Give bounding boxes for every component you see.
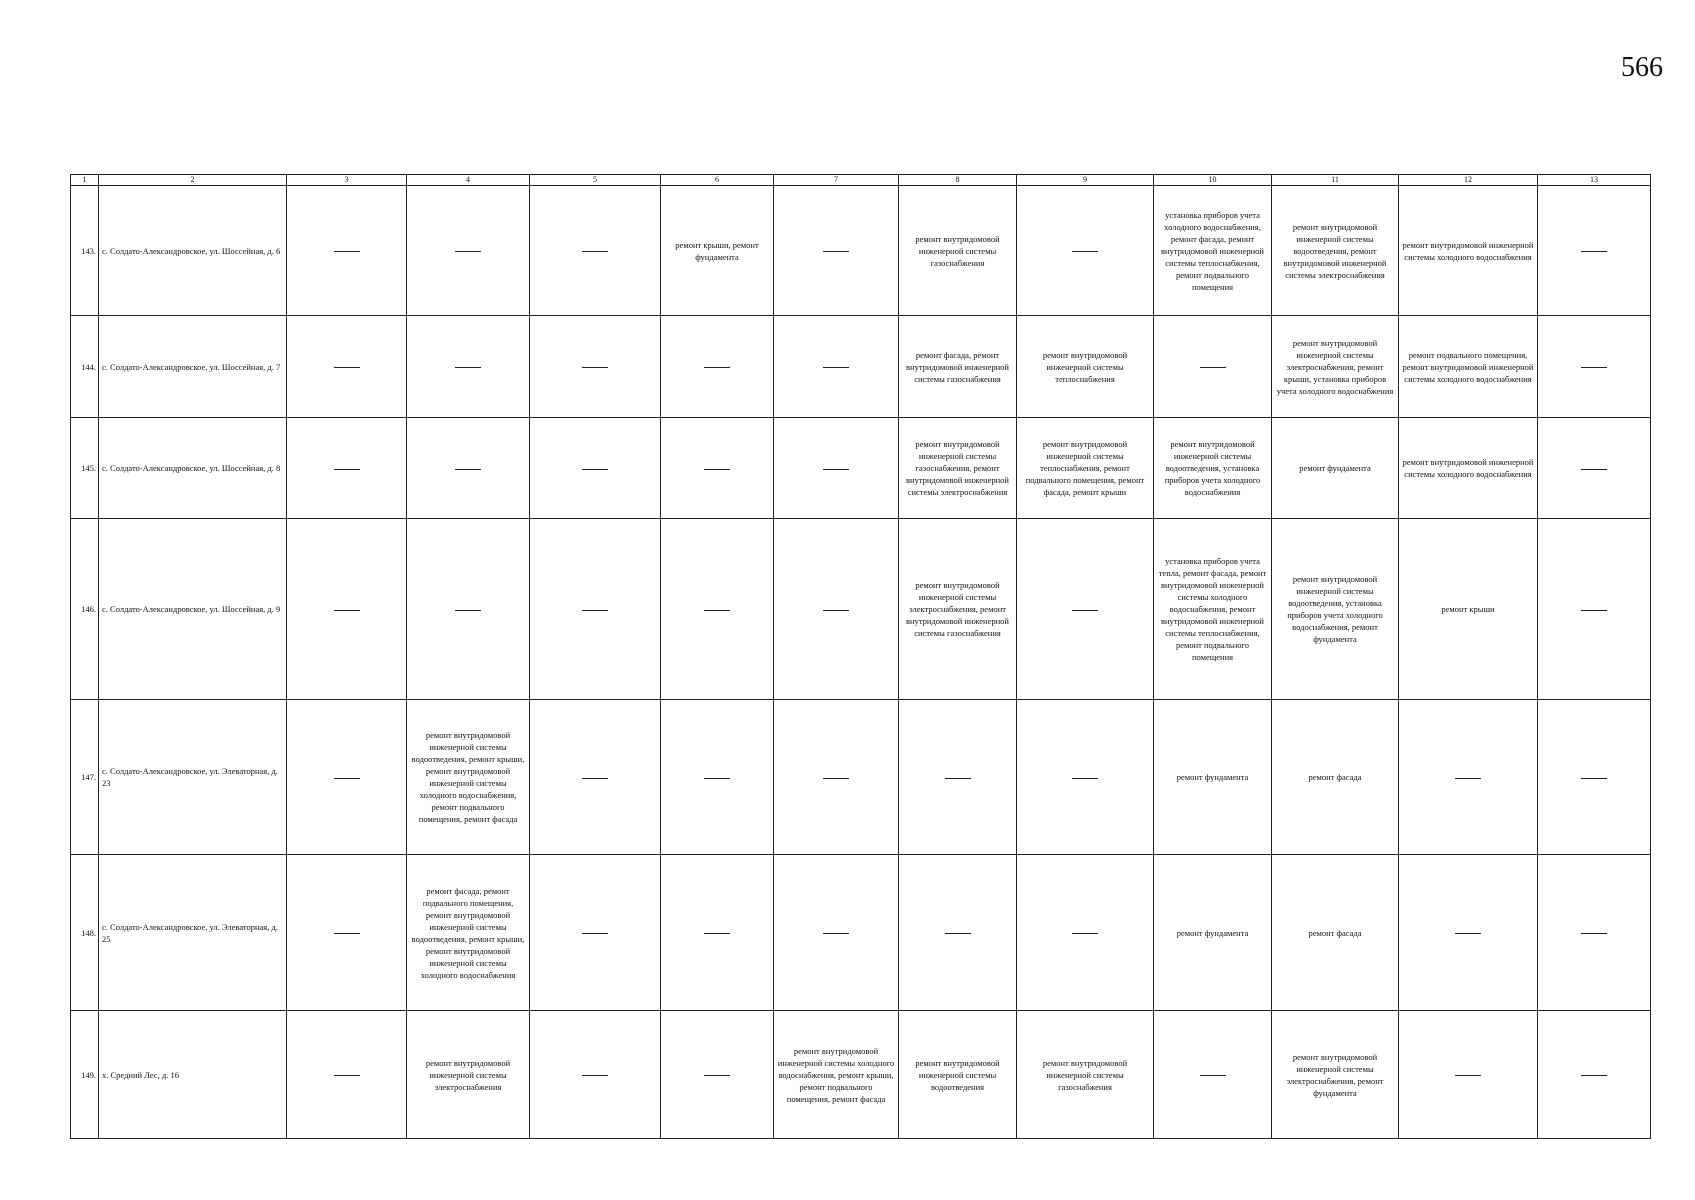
empty-cell — [1154, 1011, 1272, 1139]
work-cell: ремонт подвального помещения, ремонт внутридомовой инженерной системы холодного водоснабжения — [1399, 316, 1538, 418]
table-row — [71, 700, 1651, 855]
table-row — [71, 418, 1651, 519]
dash-mark — [334, 778, 360, 779]
empty-cell — [1538, 700, 1651, 855]
work-cell: ремонт фасада — [1272, 700, 1399, 855]
work-cell: ремонт фундамента — [1154, 700, 1272, 855]
work-cell: установка приборов учета холодного водоснабжения, ремонт фасада, ремонт внутридомовой инженерной системы теплоснабжения, ремонт подвального помещения — [1154, 186, 1272, 316]
empty-cell — [1399, 855, 1538, 1011]
empty-cell — [1538, 186, 1651, 316]
dash-mark — [704, 367, 730, 368]
column-header: 2 — [99, 175, 287, 186]
header-row — [71, 175, 1651, 186]
empty-cell — [774, 316, 899, 418]
empty-cell — [530, 700, 661, 855]
dash-mark — [1581, 933, 1607, 934]
dash-mark — [455, 469, 481, 470]
dash-mark — [704, 469, 730, 470]
empty-cell — [1017, 186, 1154, 316]
empty-cell — [530, 855, 661, 1011]
row-number: 144. — [71, 316, 99, 418]
work-cell: ремонт внутридомовой инженерной системы газоснабжения — [899, 186, 1017, 316]
dash-mark — [1455, 933, 1481, 934]
dash-mark — [1200, 367, 1226, 368]
empty-cell — [407, 316, 530, 418]
work-cell: ремонт внутридомовой инженерной системы газоснабжения, ремонт внутридомовой инженерной системы электроснабжения — [899, 418, 1017, 519]
address-cell: с. Солдато-Александровское, ул. Элеваторная, д. 23 — [99, 700, 287, 855]
address-cell: с. Солдато-Александровское, ул. Шоссейная, д. 8 — [99, 418, 287, 519]
empty-cell — [899, 855, 1017, 1011]
empty-cell — [661, 519, 774, 700]
empty-cell — [774, 855, 899, 1011]
address-cell: с. Солдато-Александровское, ул. Шоссейная, д. 7 — [99, 316, 287, 418]
dash-mark — [1581, 1075, 1607, 1076]
empty-cell — [661, 855, 774, 1011]
dash-mark — [455, 367, 481, 368]
empty-cell — [1538, 316, 1651, 418]
dash-mark — [1072, 251, 1098, 252]
work-cell: ремонт внутридомовой инженерной системы водоотведения, установка приборов учета холодного водоснабжения, ремонт фундамента — [1272, 519, 1399, 700]
table-row — [71, 519, 1651, 700]
work-cell: установка приборов учета тепла, ремонт фасада, ремонт внутридомовой инженерной системы холодного водоснабжения, ремонт внутридомовой инженерной системы теплоснабжения, ремонт подвального помещения — [1154, 519, 1272, 700]
dash-mark — [334, 469, 360, 470]
dash-mark — [1581, 778, 1607, 779]
empty-cell — [1017, 519, 1154, 700]
empty-cell — [1017, 855, 1154, 1011]
column-header: 5 — [530, 175, 661, 186]
dash-mark — [1455, 1075, 1481, 1076]
address-cell: с. Солдато-Александровское, ул. Элеваторная, д. 25 — [99, 855, 287, 1011]
work-cell: ремонт внутридомовой инженерной системы электроснабжения, ремонт фундамента — [1272, 1011, 1399, 1139]
dash-mark — [1455, 778, 1481, 779]
dash-mark — [1072, 610, 1098, 611]
work-cell: ремонт внутридомовой инженерной системы холодного водоснабжения — [1399, 186, 1538, 316]
work-cell: ремонт внутридомовой инженерной системы холодного водоснабжения — [1399, 418, 1538, 519]
work-cell: ремонт фундамента — [1272, 418, 1399, 519]
dash-mark — [823, 367, 849, 368]
dash-mark — [1072, 933, 1098, 934]
empty-cell — [1538, 519, 1651, 700]
column-header: 12 — [1399, 175, 1538, 186]
work-cell: ремонт внутридомовой инженерной системы теплоснабжения, ремонт подвального помещения, ремонт фасада, ремонт крыши — [1017, 418, 1154, 519]
empty-cell — [530, 1011, 661, 1139]
empty-cell — [1538, 1011, 1651, 1139]
address-cell: с. Солдато-Александровское, ул. Шоссейная, д. 9 — [99, 519, 287, 700]
work-cell: ремонт фасада — [1272, 855, 1399, 1011]
empty-cell — [287, 418, 407, 519]
empty-cell — [287, 519, 407, 700]
dash-mark — [582, 251, 608, 252]
dash-mark — [823, 469, 849, 470]
dash-mark — [704, 610, 730, 611]
empty-cell — [899, 700, 1017, 855]
empty-cell — [1538, 418, 1651, 519]
row-number: 143. — [71, 186, 99, 316]
dash-mark — [704, 1075, 730, 1076]
dash-mark — [945, 778, 971, 779]
row-number: 146. — [71, 519, 99, 700]
works-table — [70, 174, 1651, 1139]
work-cell: ремонт крыши, ремонт фундамента — [661, 186, 774, 316]
table-row — [71, 316, 1651, 418]
table-body — [71, 175, 1651, 1139]
empty-cell — [287, 186, 407, 316]
work-cell: ремонт крыши — [1399, 519, 1538, 700]
work-cell: ремонт внутридомовой инженерной системы водоотведения, установка приборов учета холодного водоснабжения — [1154, 418, 1272, 519]
dash-mark — [1200, 1075, 1226, 1076]
work-cell: ремонт внутридомовой инженерной системы водоотведения, ремонт крыши, ремонт внутридомовой инженерной системы холодного водоснабжения, ремонт подвального помещения, ремонт фасада — [407, 700, 530, 855]
empty-cell — [661, 316, 774, 418]
empty-cell — [287, 700, 407, 855]
dash-mark — [823, 778, 849, 779]
work-cell: ремонт фундамента — [1154, 855, 1272, 1011]
empty-cell — [1399, 1011, 1538, 1139]
empty-cell — [287, 1011, 407, 1139]
column-header: 9 — [1017, 175, 1154, 186]
column-header: 11 — [1272, 175, 1399, 186]
empty-cell — [530, 418, 661, 519]
dash-mark — [582, 778, 608, 779]
table-row — [71, 855, 1651, 1011]
dash-mark — [582, 1075, 608, 1076]
empty-cell — [407, 519, 530, 700]
dash-mark — [582, 610, 608, 611]
empty-cell — [661, 1011, 774, 1139]
dash-mark — [582, 933, 608, 934]
dash-mark — [1581, 469, 1607, 470]
row-number: 145. — [71, 418, 99, 519]
dash-mark — [1581, 367, 1607, 368]
empty-cell — [661, 700, 774, 855]
table-row — [71, 1011, 1651, 1139]
row-number: 149. — [71, 1011, 99, 1139]
empty-cell — [774, 519, 899, 700]
work-cell: ремонт внутридомовой инженерной системы электроснабжения, ремонт внутридомовой инженерной системы газоснабжения — [899, 519, 1017, 700]
column-header: 13 — [1538, 175, 1651, 186]
empty-cell — [1154, 316, 1272, 418]
column-header: 4 — [407, 175, 530, 186]
dash-mark — [1072, 778, 1098, 779]
empty-cell — [1399, 700, 1538, 855]
dash-mark — [1581, 610, 1607, 611]
dash-mark — [704, 778, 730, 779]
work-cell: ремонт фасада, ремонт внутридомовой инженерной системы газоснабжения — [899, 316, 1017, 418]
work-cell: ремонт внутридомовой инженерной системы водоотведения — [899, 1011, 1017, 1139]
column-header: 10 — [1154, 175, 1272, 186]
column-header: 8 — [899, 175, 1017, 186]
empty-cell — [774, 700, 899, 855]
dash-mark — [455, 610, 481, 611]
dash-mark — [334, 610, 360, 611]
dash-mark — [334, 251, 360, 252]
empty-cell — [530, 316, 661, 418]
column-header: 7 — [774, 175, 899, 186]
address-cell: с. Солдато-Александровское, ул. Шоссейная, д. 6 — [99, 186, 287, 316]
row-number: 147. — [71, 700, 99, 855]
dash-mark — [823, 610, 849, 611]
column-header: 1 — [71, 175, 99, 186]
table-row — [71, 186, 1651, 316]
empty-cell — [287, 316, 407, 418]
empty-cell — [774, 186, 899, 316]
empty-cell — [407, 186, 530, 316]
dash-mark — [704, 933, 730, 934]
empty-cell — [661, 418, 774, 519]
empty-cell — [530, 186, 661, 316]
work-cell: ремонт внутридомовой инженерной системы электроснабжения, ремонт крыши, установка приборов учета холодного водоснабжения — [1272, 316, 1399, 418]
column-header: 3 — [287, 175, 407, 186]
dash-mark — [334, 367, 360, 368]
empty-cell — [407, 418, 530, 519]
work-cell: ремонт внутридомовой инженерной системы водоотведения, ремонт внутридомовой инженерной системы электроснабжения — [1272, 186, 1399, 316]
empty-cell — [774, 418, 899, 519]
work-cell: ремонт внутридомовой инженерной системы холодного водоснабжения, ремонт крыши, ремонт подвального помещения, ремонт фасада — [774, 1011, 899, 1139]
work-cell: ремонт фасада, ремонт подвального помещения, ремонт внутридомовой инженерной системы водоотведения, ремонт крыши, ремонт внутридомовой инженерной системы холодного водоснабжения — [407, 855, 530, 1011]
dash-mark — [823, 251, 849, 252]
dash-mark — [334, 1075, 360, 1076]
empty-cell — [287, 855, 407, 1011]
work-cell: ремонт внутридомовой инженерной системы газоснабжения — [1017, 1011, 1154, 1139]
page-number: 566 — [1621, 52, 1663, 83]
row-number: 148. — [71, 855, 99, 1011]
dash-mark — [455, 251, 481, 252]
dash-mark — [945, 933, 971, 934]
work-cell: ремонт внутридомовой инженерной системы теплоснабжения — [1017, 316, 1154, 418]
column-header: 6 — [661, 175, 774, 186]
address-cell: х. Средний Лес, д. 16 — [99, 1011, 287, 1139]
dash-mark — [582, 367, 608, 368]
dash-mark — [334, 933, 360, 934]
empty-cell — [1017, 700, 1154, 855]
dash-mark — [582, 469, 608, 470]
dash-mark — [823, 933, 849, 934]
dash-mark — [1581, 251, 1607, 252]
works-table-container — [70, 174, 1650, 1139]
empty-cell — [530, 519, 661, 700]
empty-cell — [1538, 855, 1651, 1011]
work-cell: ремонт внутридомовой инженерной системы электроснабжения — [407, 1011, 530, 1139]
